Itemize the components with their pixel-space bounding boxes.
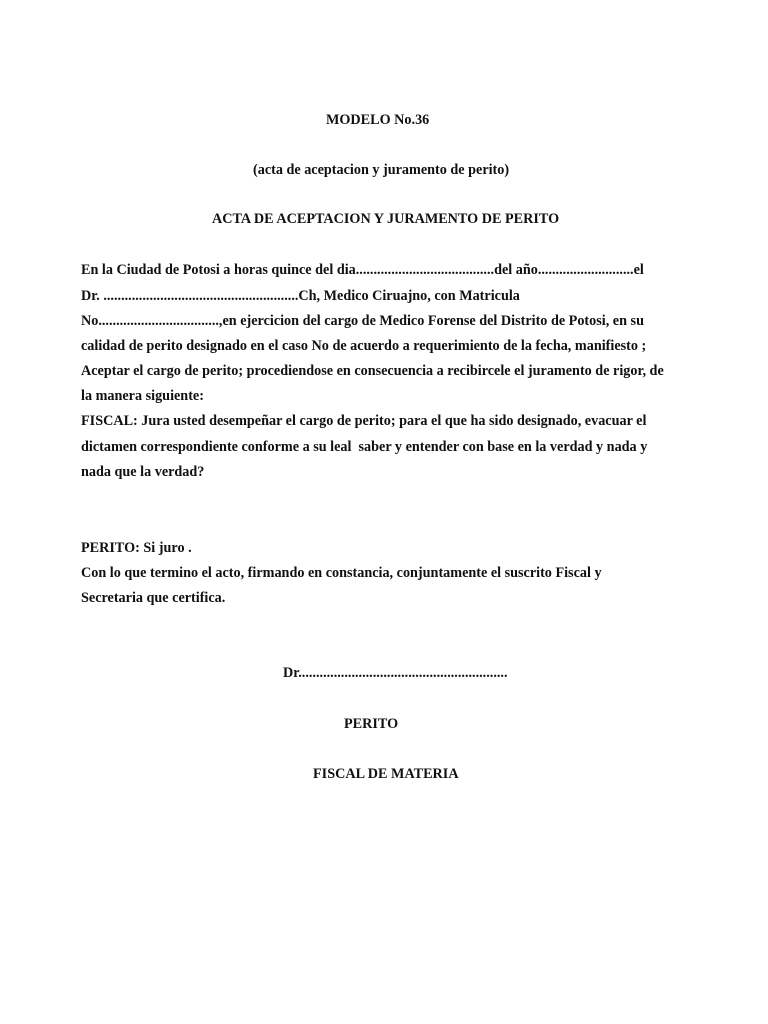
body-line: dictamen correspondiente conforme a su leal saber y entender con base en la verdad y nada y	[81, 439, 648, 455]
body-line: Aceptar el cargo de perito; procediendose en consecuencia a recibircele el juramento de rigor, de	[81, 363, 664, 379]
body-line: PERITO: Si juro .	[81, 540, 192, 556]
body-line: FISCAL: Jura usted desempeñar el cargo de perito; para el que ha sido designado, evacuar el	[81, 413, 647, 429]
model-number: MODELO No.36	[326, 112, 430, 128]
body-line: Dr. .......................................................Ch, Medico Ciruajno, con Matricula	[81, 288, 520, 304]
doctor-signature-line: Dr...........................................................	[283, 665, 508, 681]
body-line: Con lo que termino el acto, firmando en constancia, conjuntamente el suscrito Fiscal y	[81, 565, 602, 581]
body-line: la manera siguiente:	[81, 388, 204, 404]
body-line: nada que la verdad?	[81, 464, 205, 480]
body-line: En la Ciudad de Potosi a horas quince del dia.......................................del año...........................el	[81, 262, 644, 278]
document-subtitle: (acta de aceptacion y juramento de perito)	[253, 162, 510, 178]
perito-label: PERITO	[344, 716, 399, 732]
body-line: No..................................,en ejercicion del cargo de Medico Forense del Distrito de Potosi, en su	[81, 313, 644, 329]
fiscal-label: FISCAL DE MATERIA	[313, 766, 459, 782]
body-line: Secretaria que certifica.	[81, 590, 226, 606]
document-title: ACTA DE ACEPTACION Y JURAMENTO DE PERITO	[212, 211, 560, 227]
body-line: calidad de perito designado en el caso No de acuerdo a requerimiento de la fecha, manifiesto ;	[81, 338, 647, 354]
